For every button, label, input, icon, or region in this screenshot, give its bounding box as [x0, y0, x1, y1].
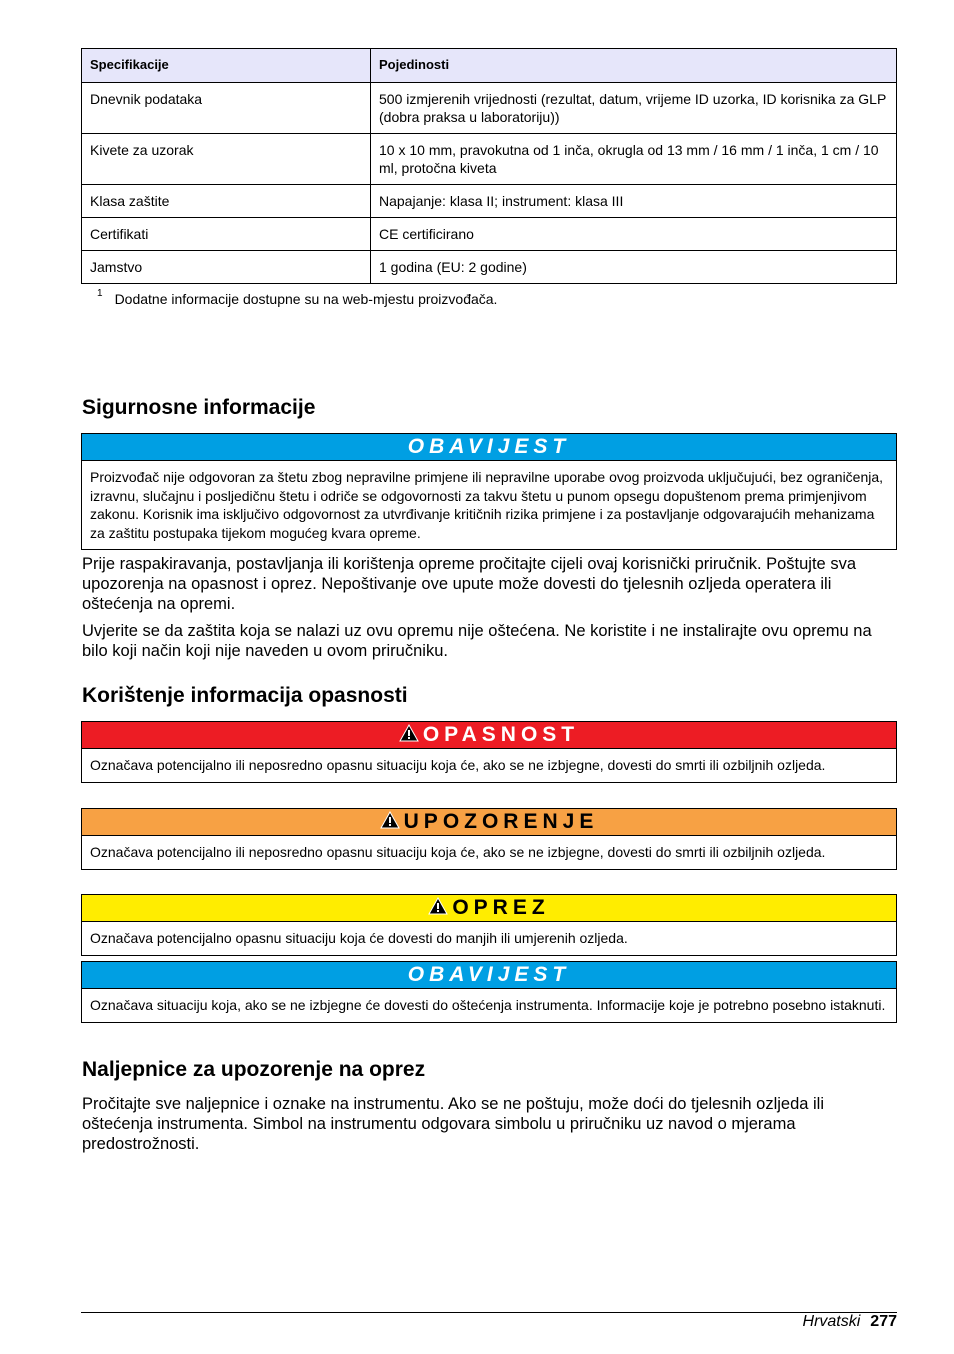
- safety-paragraph-2: Uvjerite se da zaštita koja se nalazi uz ovu opremu nije oštećena. Ne koristite i ne instalirajte ovu opremu na bilo koji način koji nije naveden u ovom priručniku.: [82, 622, 872, 660]
- specifications-table: [81, 48, 897, 284]
- notice-text: Proizvođač nije odgovoran za štetu zbog nepravilne primjene ili nepravilne uporabe ovog proizvoda uključujući, bez ograničenja, izravnu, slučajnu i posljedičnu štetu i odriče se odgovornosti za takvu štetu u punom opsegu dopuštenom prema primjenjivom zakonu. Korisnik ima isključivo odgovornost za utvrđivanje kritičnih rizika primjene i za postavljanje odgovarajućih mehanizama za zaštitu postupaka tijekom mogućeg kvara opreme.: [90, 469, 884, 541]
- warning-triangle-icon: [428, 897, 448, 915]
- section-title-warning-labels: Naljepnice za upozorenje na oprez: [82, 1058, 426, 1081]
- page-footer: [803, 1313, 897, 1331]
- table-row: [82, 134, 897, 185]
- column-header: Pojedinosti: [371, 49, 897, 83]
- table-cell: Klasa zaštite: [82, 185, 371, 218]
- table-row: [82, 251, 897, 284]
- notice-label: OBAVIJEST: [82, 434, 896, 461]
- table-cell: 1 godina (EU: 2 godine): [371, 251, 897, 284]
- warning-triangle-icon: [380, 811, 400, 829]
- table-cell: Jamstvo: [82, 251, 371, 284]
- caution-label: OPREZ: [452, 896, 550, 919]
- table-cell: Dnevnik podataka: [82, 83, 371, 134]
- table-row: [82, 83, 897, 134]
- footnote-marker: 1: [97, 288, 103, 299]
- section-title-safety-info: Sigurnosne informacije: [82, 396, 316, 419]
- table-cell: 500 izmjerenih vrijednosti (rezultat, datum, vrijeme ID uzorka, ID korisnika za GLP (dobra praksa u laboratoriju)): [371, 83, 897, 134]
- footnote-text: Dodatne informacije dostupne su na web-mjestu proizvođača.: [114, 291, 498, 307]
- table-footnote: [97, 288, 498, 307]
- warning-triangle-icon: [399, 724, 419, 742]
- caution-box: [81, 894, 897, 956]
- table-cell: CE certificirano: [371, 218, 897, 251]
- table-cell: Kivete za uzorak: [82, 134, 371, 185]
- warning-box: [81, 808, 897, 870]
- warning-text: Označava potencijalno ili neposredno opasnu situaciju koja će, ako se ne izbjegne, dovesti do smrti ili ozbiljnih ozljeda.: [90, 844, 826, 860]
- notice-text: Označava situaciju koja, ako se ne izbjegne će dovesti do oštećenja instrumenta. Informacije koje je potrebno posebno istaknuti.: [90, 997, 886, 1013]
- caution-banner: [82, 895, 896, 922]
- safety-paragraph-1: Prije raspakiravanja, postavljanja ili korištenja opreme pročitajte cijeli ovaj korisnički priručnik. Poštujte sva upozorenja na opasnost i oprez. Nepoštivanje ove upute može dovesti do tjelesnih ozljeda operatera ili oštećenja na opremi.: [82, 555, 856, 613]
- warning-label: UPOZORENJE: [403, 810, 599, 833]
- table-cell: 10 x 10 mm, pravokutna od 1 inča, okrugla od 13 mm / 16 mm / 1 inča, 1 cm / 10 ml, protočna kiveta: [371, 134, 897, 185]
- notice-box-2: [81, 961, 897, 1023]
- notice-box: [81, 433, 897, 550]
- table-row: [82, 185, 897, 218]
- column-header: Specifikacije: [82, 49, 371, 83]
- warning-labels-paragraph: Pročitajte sve naljepnice i oznake na instrumentu. Ako se ne poštuju, može doći do tjelesnih ozljeda ili oštećenja instrumenta. Simbol na instrumentu odgovara simbolu u priručniku uz navod o mjerama predostrožnosti.: [82, 1095, 825, 1153]
- notice-label: OBAVIJEST: [82, 962, 896, 989]
- table-cell: Napajanje: klasa II; instrument: klasa III: [371, 185, 897, 218]
- caution-text: Označava potencijalno opasnu situaciju koja će dovesti do manjih ili umjerenih ozljeda.: [90, 930, 628, 946]
- danger-label: OPASNOST: [422, 723, 580, 746]
- section-title-hazard-info: Korištenje informacija opasnosti: [82, 684, 408, 707]
- warning-banner: [82, 809, 896, 836]
- danger-text: Označava potencijalno ili neposredno opasnu situaciju koja će, ako se ne izbjegne, dovesti do smrti ili ozbiljnih ozljeda.: [90, 757, 826, 773]
- table-header-row: [82, 49, 897, 83]
- footer-divider: [81, 1312, 897, 1313]
- table-cell: Certifikati: [82, 218, 371, 251]
- danger-banner: [82, 722, 896, 749]
- page-number: 277: [870, 1313, 897, 1330]
- table-row: [82, 218, 897, 251]
- footer-language: Hrvatski: [802, 1313, 861, 1330]
- danger-box: [81, 721, 897, 783]
